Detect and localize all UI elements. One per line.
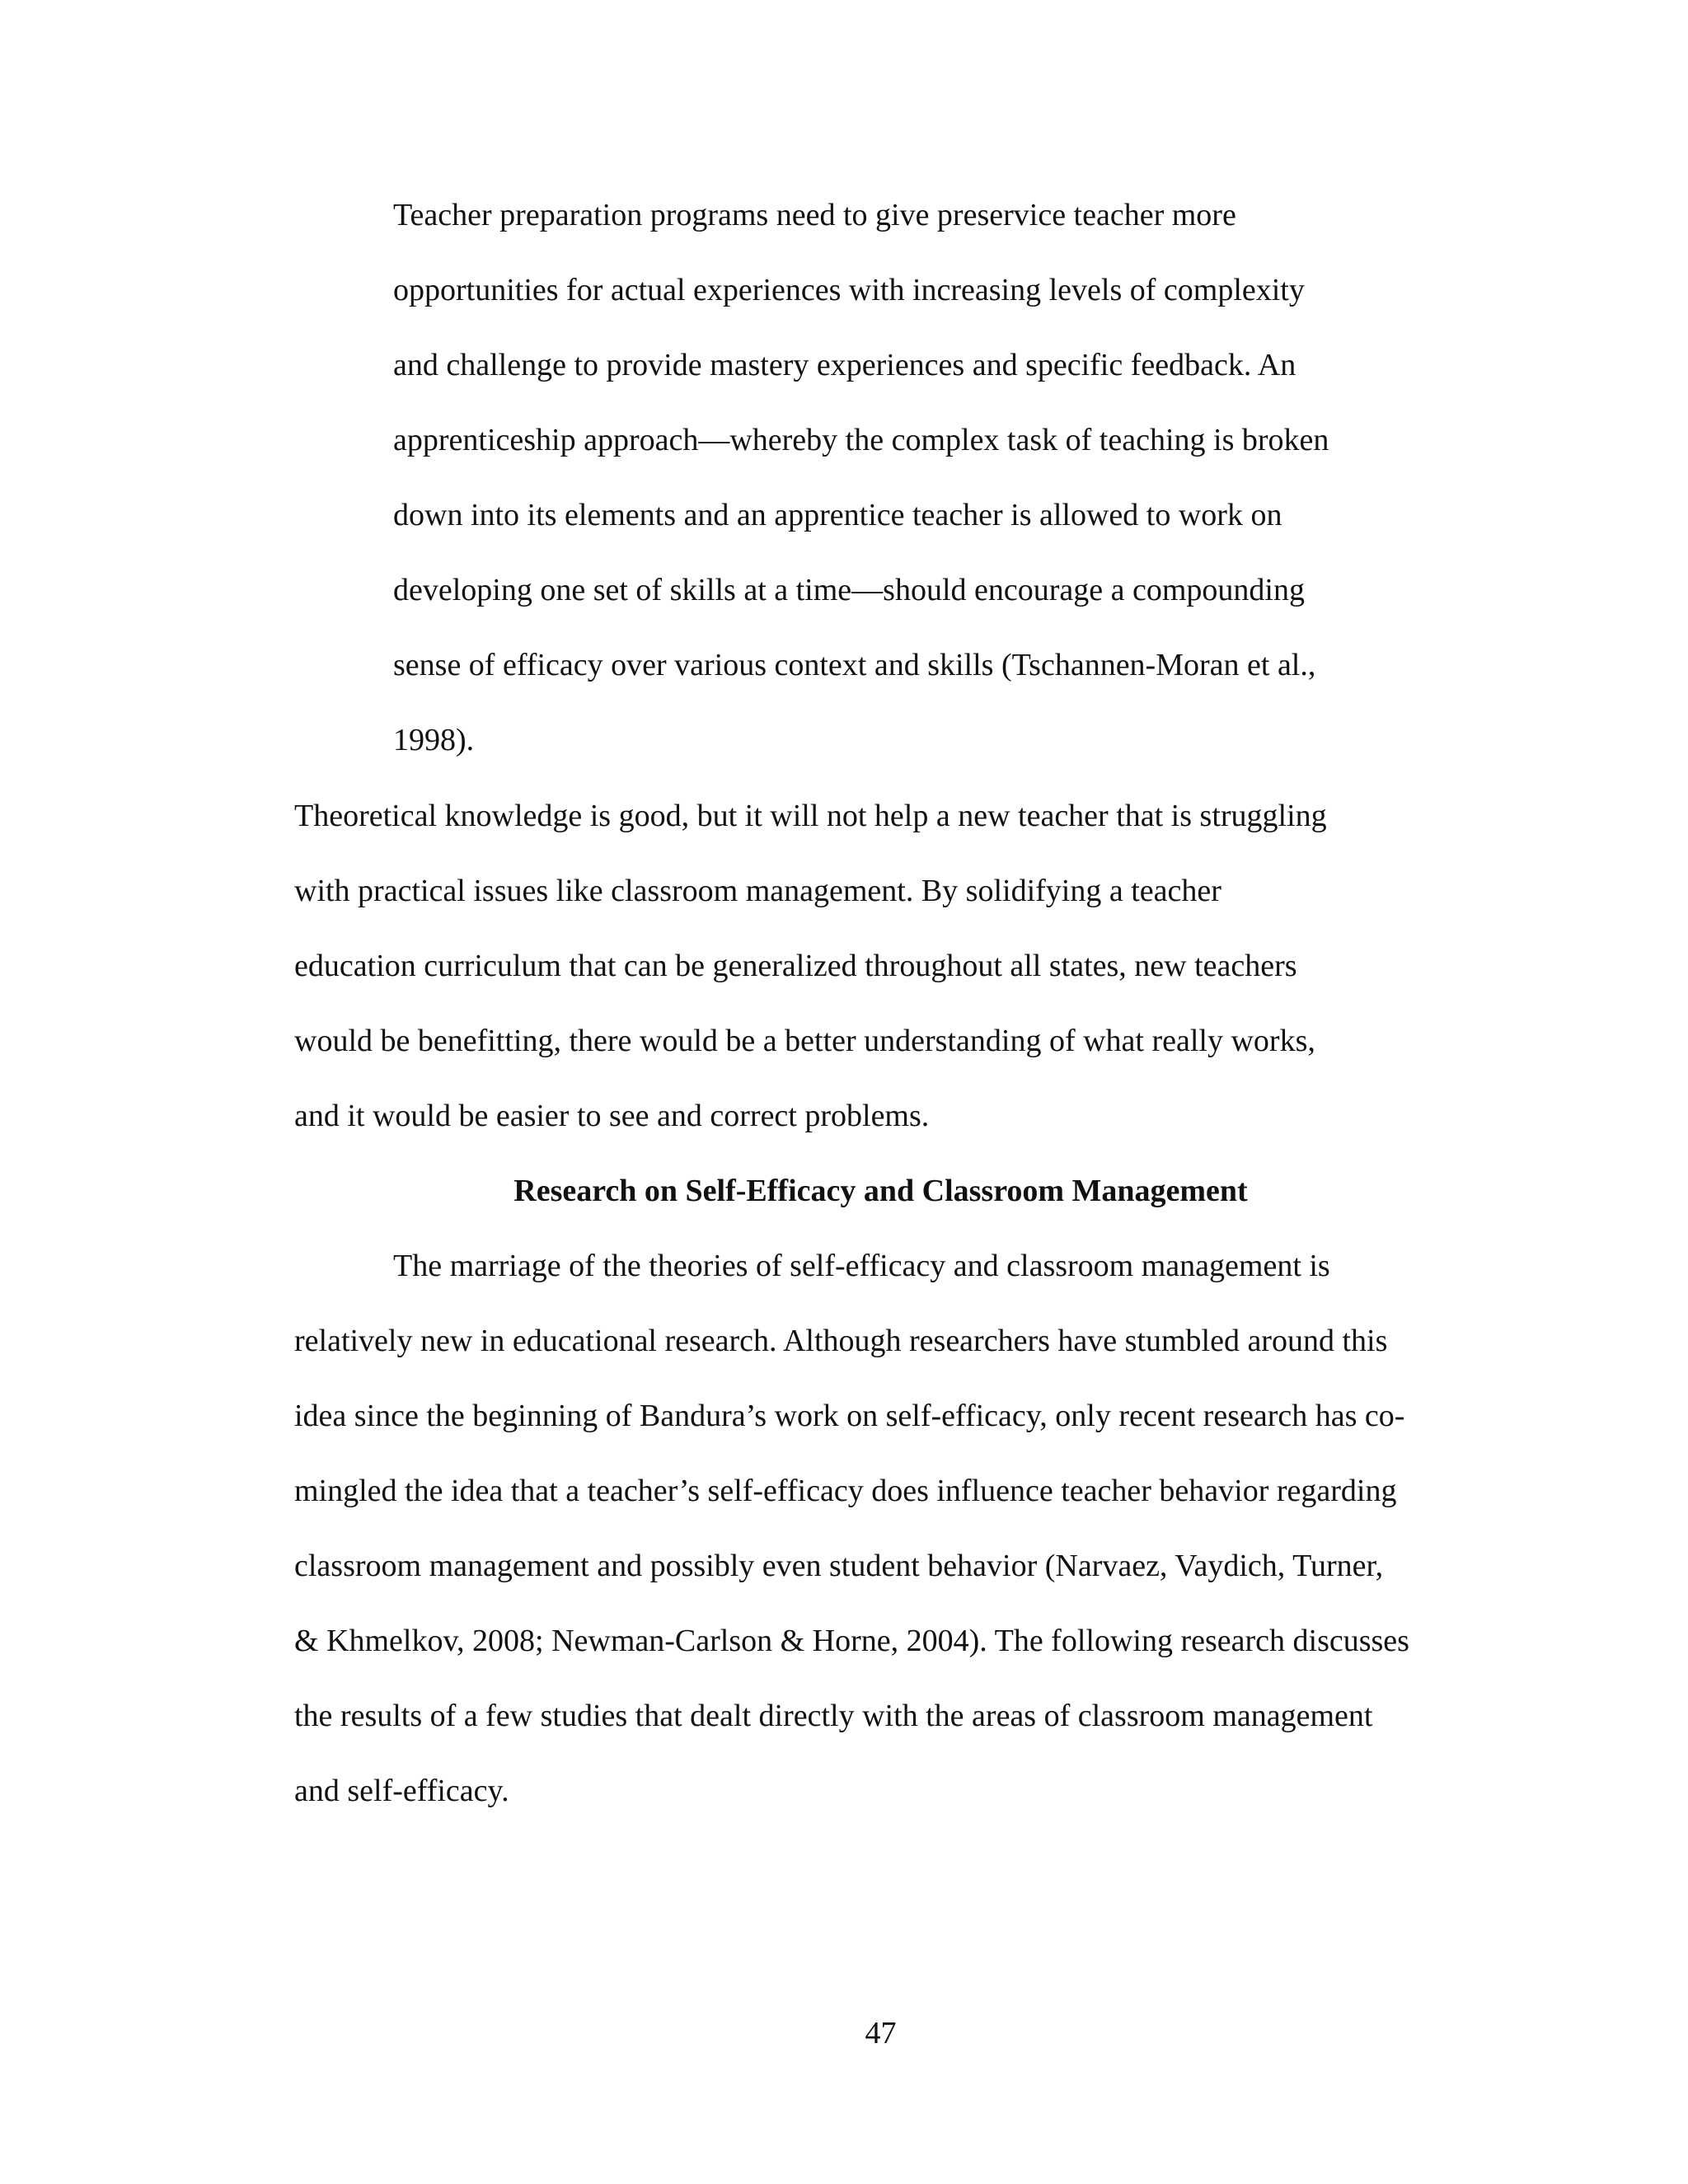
paragraph-2 xyxy=(294,1229,1409,1829)
page-number: 47 xyxy=(865,2016,897,2050)
quote-line: 1998). xyxy=(393,723,475,757)
quote-line: apprenticeship approach—whereby the complex task of teaching is broken xyxy=(393,423,1329,457)
paragraph-line: and self-efficacy. xyxy=(294,1774,509,1808)
quote-line: down into its elements and an apprentice teacher is allowed to work on xyxy=(393,498,1282,532)
paragraph-line: education curriculum that can be generalized throughout all states, new teachers xyxy=(294,949,1297,983)
paragraph-1 xyxy=(294,779,1327,1154)
quote-line: Teacher preparation programs need to give preservice teacher more xyxy=(393,198,1236,232)
quote-line: sense of efficacy over various context and skills (Tschannen-Moran et al., xyxy=(393,648,1316,682)
block-quote xyxy=(393,178,1329,778)
paragraph-line: The marriage of the theories of self-efficacy and classroom management is xyxy=(393,1249,1330,1283)
paragraph-line: & Khmelkov, 2008; Newman-Carlson & Horne, 2004). The following research discusses xyxy=(294,1624,1409,1658)
paragraph-line: classroom management and possibly even student behavior (Narvaez, Vaydich, Turner, xyxy=(294,1549,1384,1583)
paragraph-line: relatively new in educational research. Although researchers have stumbled around this xyxy=(294,1324,1388,1358)
paragraph-line: and it would be easier to see and correct problems. xyxy=(294,1099,930,1133)
paragraph-line: idea since the beginning of Bandura’s work on self-efficacy, only recent research has co- xyxy=(294,1399,1405,1433)
paragraph-line: with practical issues like classroom management. By solidifying a teacher xyxy=(294,874,1221,908)
quote-line: developing one set of skills at a time—should encourage a compounding xyxy=(393,573,1305,607)
quote-line: and challenge to provide mastery experiences and specific feedback. An xyxy=(393,348,1296,382)
section-heading: Research on Self-Efficacy and Classroom Management xyxy=(513,1174,1248,1208)
paragraph-line: would be benefitting, there would be a better understanding of what really works, xyxy=(294,1024,1315,1058)
paragraph-line: mingled the idea that a teacher’s self-efficacy does influence teacher behavior regarding xyxy=(294,1474,1397,1508)
quote-line: opportunities for actual experiences with increasing levels of complexity xyxy=(393,273,1305,307)
paragraph-line: the results of a few studies that dealt directly with the areas of classroom management xyxy=(294,1699,1373,1733)
paragraph-line: Theoretical knowledge is good, but it will not help a new teacher that is struggling xyxy=(294,799,1327,833)
